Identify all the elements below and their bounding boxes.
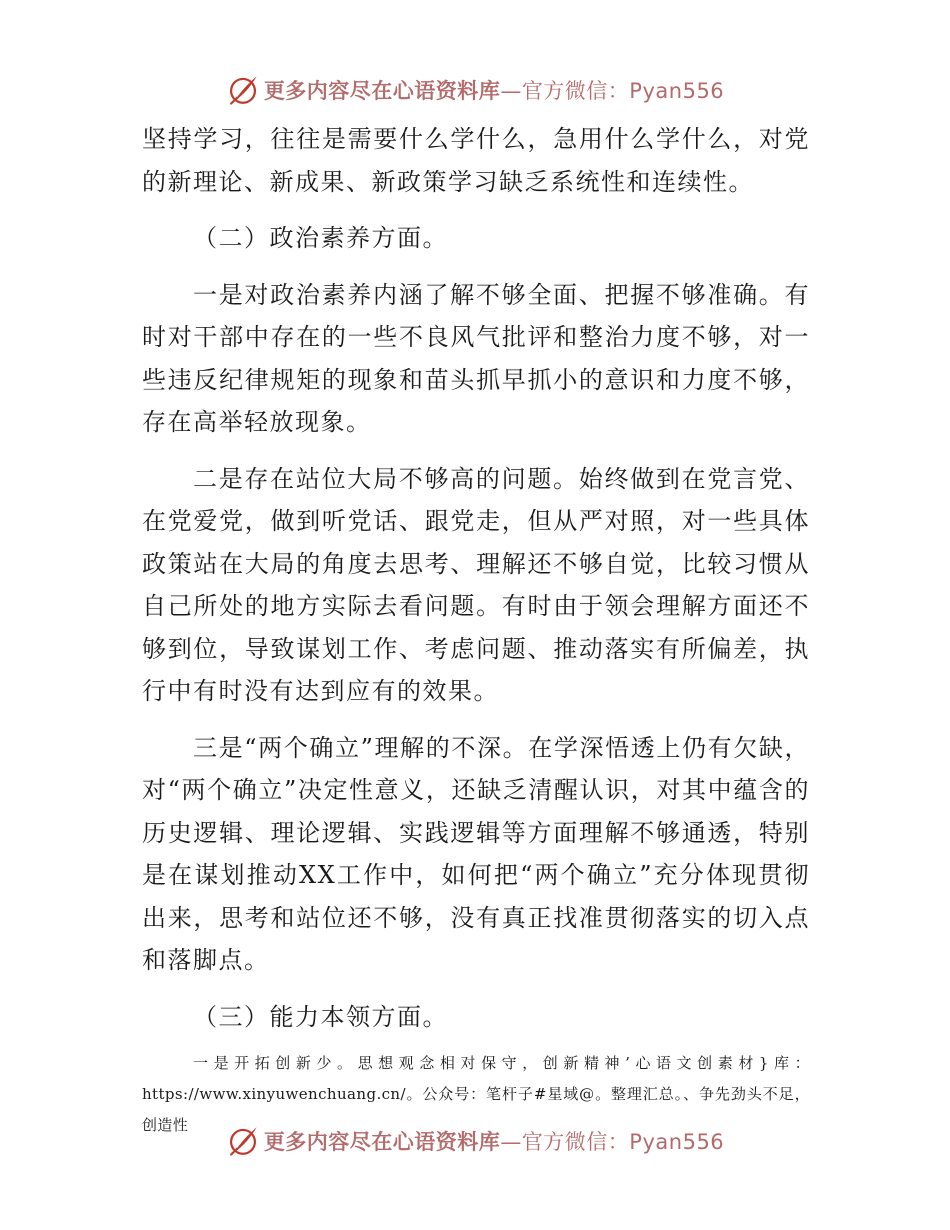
footer-banner-dash: — <box>500 1130 522 1154</box>
footer-banner-text <box>264 1126 724 1156</box>
header-banner-main: 更多内容尽在心语资料库 <box>263 79 501 103</box>
document-body <box>142 118 810 1141</box>
footer-banner-main: 更多内容尽在心语资料库 <box>263 1130 501 1154</box>
header-banner-dash: — <box>500 79 522 103</box>
section-heading-ability: （三）能力本领方面。 <box>193 1002 448 1031</box>
header-banner <box>0 70 950 110</box>
section-heading-political: （二）政治素养方面。 <box>193 224 448 252</box>
footer-banner <box>0 1121 950 1161</box>
paragraph-political-1: 一是对政治素养内涵了解不够全面、把握不够准确。有时对干部中存在的一些不良风气批评和整治力度不够，对一些违反纪律规矩的现象和苗头抓早抓小的意识和力度不够，存在高举轻放现象。 <box>142 280 810 436</box>
header-banner-tail: 官方微信：Pyan556 <box>521 79 725 103</box>
paragraph-political-2: 二是存在站位大局不够高的问题。始终做到在党言党、在党爱党，做到听党话、跟党走，但从严对照，对一些具体政策站在大局的角度去思考、理解还不够自觉，比较习惯从自己所处的地方实际去看问题。有时由于领会理解方面还不够到位，导致谋划工作、考虑问题、推动落实有所偏差，执行中有时没有达到应有的效果。 <box>142 464 810 705</box>
footer-banner-tail: 官方微信：Pyan556 <box>521 1130 725 1154</box>
paragraph-ability-1: 一是开拓创新少。思想观念相对保守，创新精神’心语文创素材}库：https://www.xinyuwenchuang.cn/。公众号：笔杆子#星域@。整理汇总。、争先劲头不足，创造性 <box>142 1054 810 1134</box>
header-banner-text <box>264 75 724 105</box>
paragraph-political-3: 三是“两个确立”理解的不深。在学深悟透上仍有欠缺，对“两个确立”决定性意义，还缺乏清醒认识，对其中蕴含的历史逻辑、理论逻辑、实践逻辑等方面理解不够通透，特别是在谋划推动XX工作中，如何把“两个确立”充分体现贯彻出来，思考和站位还不够，没有真正找准贯彻落实的切入点和落脚点。 <box>142 733 810 974</box>
quill-logo-icon <box>226 73 260 107</box>
quill-logo-icon <box>226 1124 260 1158</box>
paragraph-continuation: 坚持学习，往往是需要什么学什么，急用什么学什么，对党的新理论、新成果、新政策学习缺乏系统性和连续性。 <box>142 125 810 196</box>
